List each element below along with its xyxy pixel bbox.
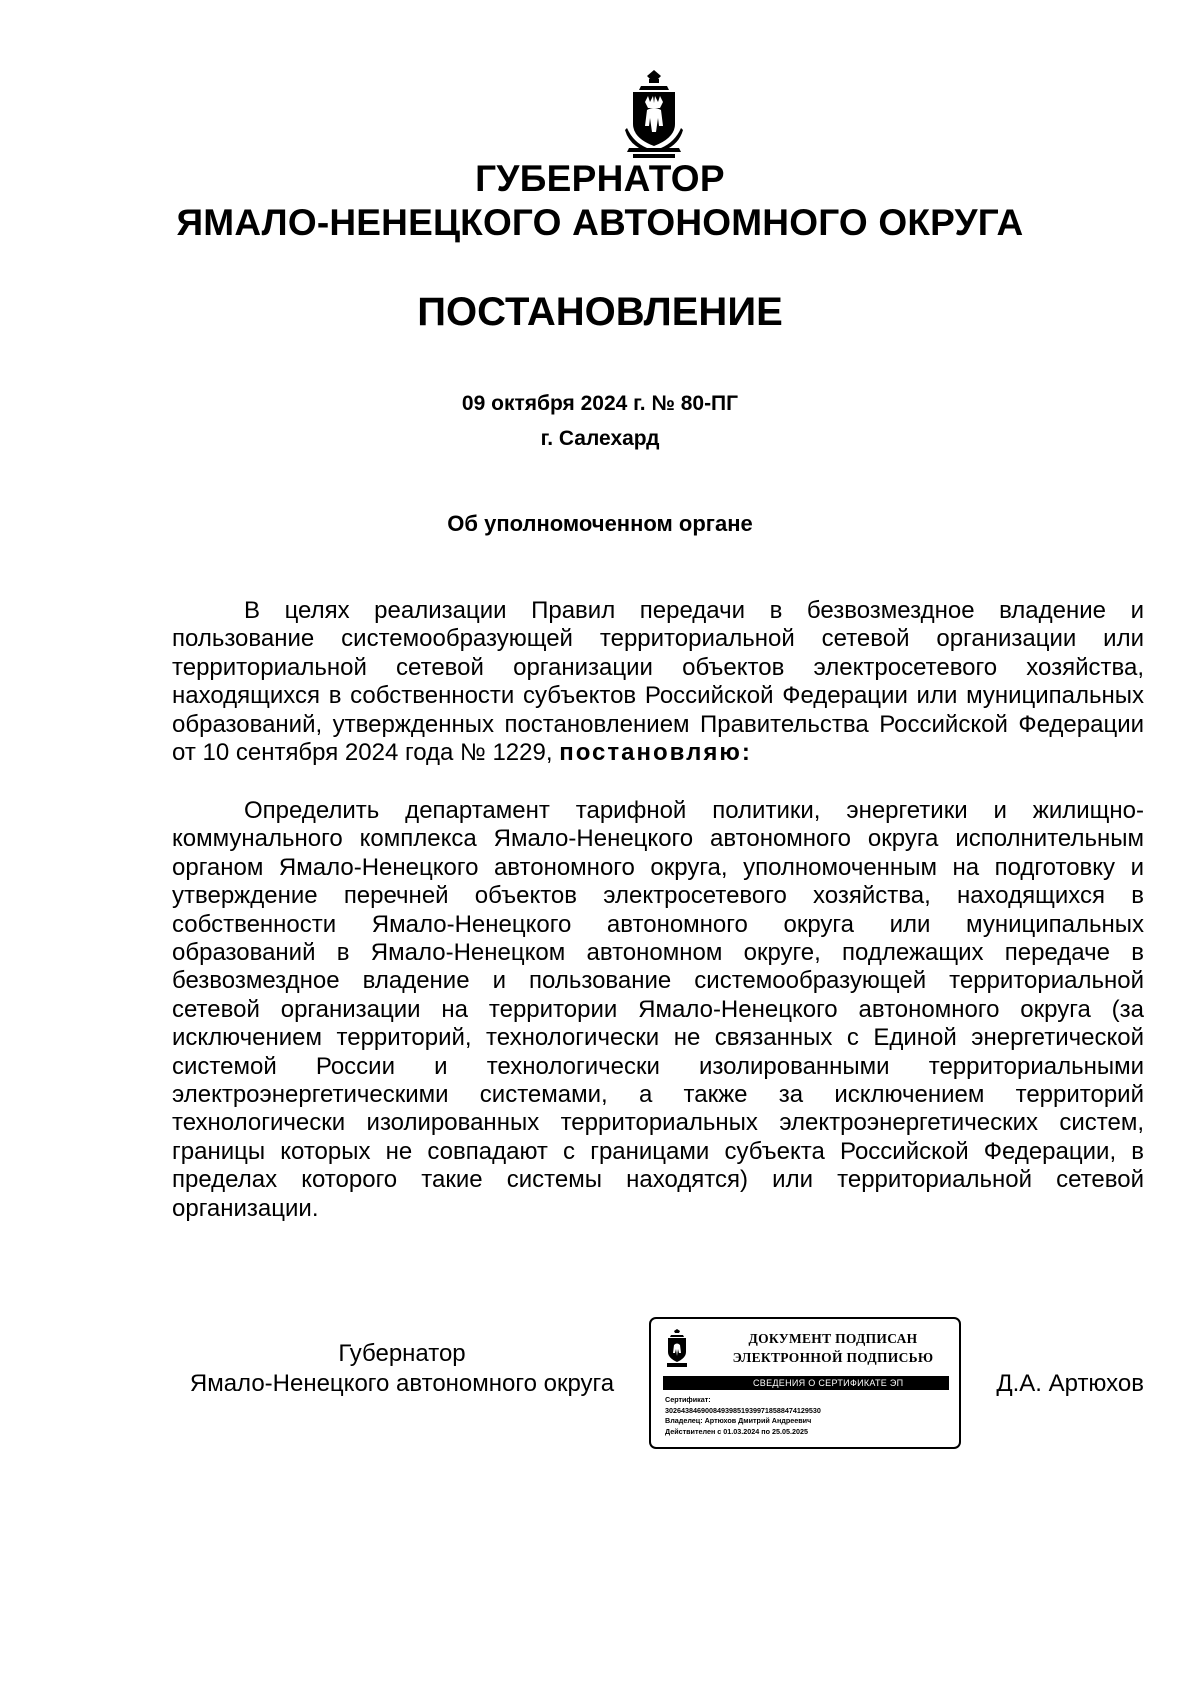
decree-word: постановляю: [559,739,752,767]
signer-title-line-1: Губернатор [338,1340,466,1367]
electronic-signature-stamp [649,1317,961,1449]
stamp-coat-of-arms-icon [665,1329,689,1367]
stamp-heading-line-1: ДОКУМЕНТ ПОДПИСАН [748,1331,918,1346]
stamp-cert-number: 30264384690084939851939971858847412953​0 [665,1405,821,1415]
stamp-validity: Действителен с 01.03.2024 по 25.05.2025 [665,1426,808,1436]
stamp-heading-line-2: ЭЛЕКТРОННОЙ ПОДПИСЬЮ [732,1350,934,1365]
body-paragraph-2: Определить департамент тарифной политики, энергетики и жилищно-коммунального комплекса Ямало-Ненецкого автономного округа исполнительным органом Ямало-Ненецкого автономного округа, уполномоченным на подготовку и утверждение перечней объектов электросетевого хозяйства, находящихся в собственности Ямало-Ненецкого автономного округа или муниципальных образований в Ямало-Ненецком автономном округе, подлежащих передаче в безвозмездное владение и пользование системообразующей территориальной сетевой организации на территории Ямало-Ненецкого автономного округа (за исключением территорий, технологически не связанных с Единой энергетической системой России и технологически изолированными территориальными электроэнергетическими системами, а также за исключением территорий технологически изолированных территориальных электроэнергетических систем, границы которых не совпадают с границами субъекта Российской Федерации, в пределах которого такие системы находятся) или территориальной сетевой организации. [172,797,1144,1222]
signer-name: Д.А. Артюхов [996,1370,1144,1397]
stamp-cert-label: Сертификат: [665,1395,711,1404]
body-paragraph-1 [172,597,1144,767]
stamp-owner: Владелец: Артюхов Дмитрий Андреевич [665,1416,812,1425]
stamp-heading [713,1329,953,1367]
paragraph-1-text: В целях реализации Правил передачи в безвозмездное владение и пользование системообразующей территориальной сетевой организации или территориальной сетевой организации объектов электросетевого хозяйства, находящихся в собственности субъектов Российской Федерации или муниципальных образований, утвержденных постановлением Правительства Российской Федерации от 10 сентября 2024 года № 1229, [172,597,1144,767]
issuer-region: ЯМАЛО-НЕНЕЦКОГО АВТОНОМНОГО ОКРУГА [176,202,1024,243]
issuer-title: ГУБЕРНАТОР [475,158,725,199]
coat-of-arms-icon [625,70,683,158]
signer-title [172,1339,632,1399]
stamp-certificate-details [665,1395,955,1437]
signer-title-line-2: Ямало-Ненецкого автономного округа [189,1370,615,1397]
document-subject: Об уполномоченном органе [447,511,753,536]
stamp-bar-text: СВЕДЕНИЯ О СЕРТИФИКАТЕ ЭП [753,1378,904,1388]
document-date-number: 09 октября 2024 г. № 80-ПГ [461,392,739,415]
document-city: г. Салехард [540,427,660,450]
document-type: ПОСТАНОВЛЕНИЕ [417,290,783,334]
stamp-certificate-bar [663,1376,949,1390]
